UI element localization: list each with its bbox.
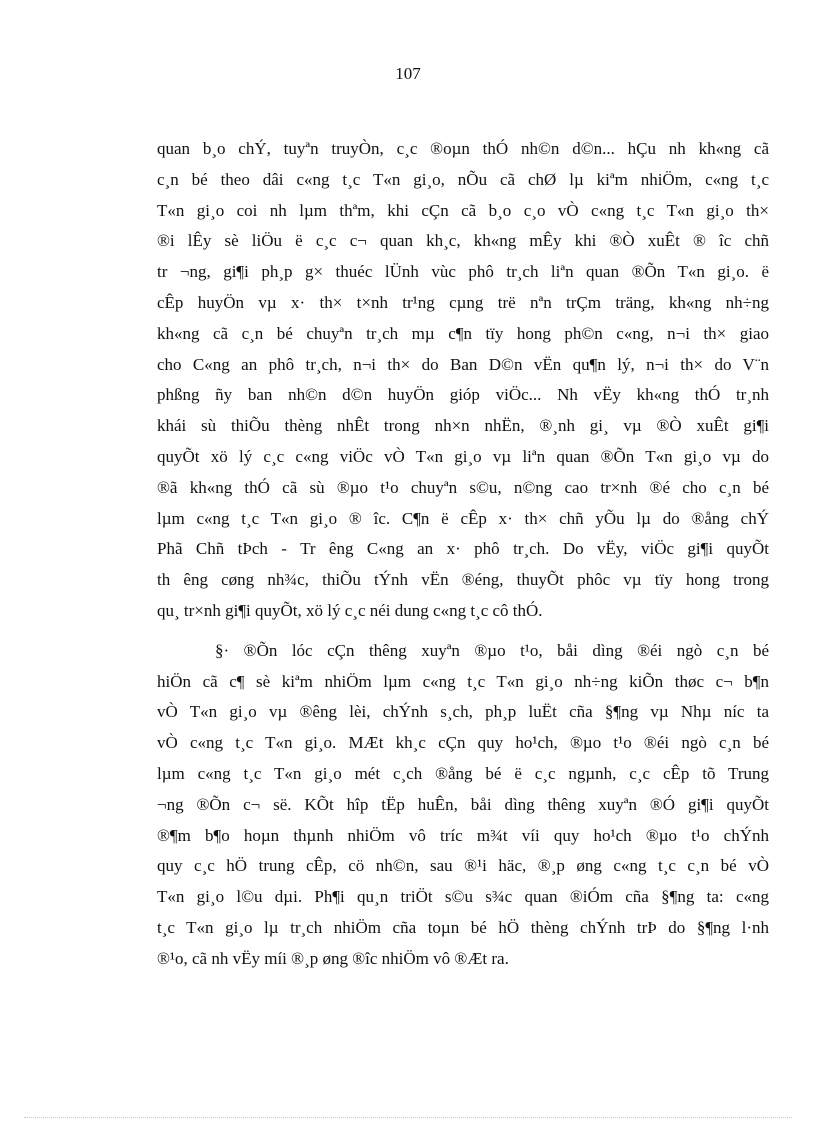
text-line: phßng ñy ban nh©n d©n huyÖn gióp viÖc... Nh vËy kh«ng thÓ tr¸nh	[157, 385, 769, 405]
text-line: lµm c«ng t¸c T«n gi¸o ® îc. C¶n ë cÊp x· th× chñ yÕu lµ do ®ång chÝ	[157, 508, 769, 528]
text-line: T«n gi¸o coi nh lµm thªm, khi cÇn cã b¸o c¸o vÒ c«ng t¸c T«n gi¸o th×	[157, 200, 769, 220]
text-line: cÊp huyÖn vµ x· th× t×nh tr¹ng cµng trë nªn trÇm träng, kh«ng nh÷ng	[157, 292, 769, 312]
text-line: hiÖn cã c¶ sè kiªm nhiÖm lµm c«ng t¸c T«n gi¸o nh÷ng kiÕn thøc c¬ b¶n	[157, 671, 769, 691]
paragraph-2	[157, 636, 769, 975]
text-line: c¸n bé theo dâi c«ng t¸c T«n gi¸o, nÕu cã chØ lµ kiªm nhiÖm, c«ng t¸c	[157, 169, 769, 189]
text-line: T«n gi¸o l©u dµi. Ph¶i qu¸n triÖt s©u s¾c quan ®iÓm cña §¶ng ta: c«ng	[157, 887, 769, 907]
footer-divider	[24, 1117, 792, 1118]
text-line: kh«ng cã c¸n bé chuyªn tr¸ch mµ c¶n tïy hong ph©n c«ng, n¬i th× giao	[157, 323, 769, 343]
text-line: tr ¬ng, gi¶i ph¸p g× thuéc lÜnh vùc phô tr¸ch liªn quan ®Õn T«n gi¸o. ë	[157, 262, 769, 282]
text-line: cho C«ng an phô tr¸ch, n¬i th× do Ban D©n vËn qu¶n lý, n¬i th× do V¨n	[157, 354, 769, 374]
text-line: Phã Chñ tÞch - Tr êng C«ng an x· phô tr¸ch. Do vËy, viÖc gi¶i quyÕt	[157, 539, 769, 559]
text-line: vÒ c«ng t¸c T«n gi¸o. MÆt kh¸c cÇn quy ho¹ch, ®µo t¹o ®éi ngò c¸n bé	[157, 733, 769, 753]
text-line: th êng cøng nh¾c, thiÕu tÝnh vËn ®éng, thuyÕt phôc vµ tïy hong trong	[157, 570, 769, 590]
text-line: §· ®Õn lóc cÇn thêng xuyªn ®µo t¹o, båi dìng ®éi ngò c¸n bé	[215, 640, 769, 660]
text-line: ®¶m b¶o hoµn thµnh nhiÖm vô tríc m¾t víi quy ho¹ch ®µo t¹o chÝnh	[157, 825, 769, 845]
text-line: ®ã kh«ng thÓ cã sù ®µo t¹o chuyªn s©u, n©ng cao tr×nh ®é cho c¸n bé	[157, 477, 769, 497]
text-line: ®i lÊy sè liÖu ë c¸c c¬ quan kh¸c, kh«ng mÊy khi ®Ò xuÊt ® îc chñ	[157, 231, 769, 251]
text-line: ®¹o, cã nh vËy míi ®¸p øng ®îc nhiÖm vô ®Æt ra.	[157, 948, 509, 968]
text-line: t¸c T«n gi¸o lµ tr¸ch nhiÖm cña toµn bé hÖ thèng chÝnh trÞ do §¶ng l·nh	[157, 917, 769, 937]
text-line: lµm c«ng t¸c T«n gi¸o mét c¸ch ®ång bé ë c¸c ngµnh, c¸c cÊp tõ Trung	[157, 763, 769, 783]
text-line: quyÕt xö lý c¸c c«ng viÖc vÒ T«n gi¸o vµ liªn quan ®Õn T«n gi¸o vµ do	[157, 446, 769, 466]
text-line: khái sù thiÕu thèng nhÊt trong nh×n nhËn, ®¸nh gi¸ vµ ®Ò xuÊt gi¶i	[157, 416, 769, 436]
text-line: qu¸ tr×nh gi¶i quyÕt, xö lý c¸c néi dung c«ng t¸c cô thÓ.	[157, 600, 543, 620]
page-number: 107	[395, 64, 421, 83]
body-text	[157, 134, 769, 975]
text-line: vÒ T«n gi¸o vµ ®êng lèi, chÝnh s¸ch, ph¸p luËt cña §¶ng vµ Nhµ níc ta	[157, 702, 769, 722]
paragraph-1	[157, 134, 769, 627]
text-line: quy c¸c hÖ trung cÊp, cö nh©n, sau ®¹i häc, ®¸p øng c«ng t¸c c¸n bé vÒ	[157, 856, 769, 876]
text-line: ¬ng ®Õn c¬ së. KÕt hîp tËp huÊn, båi dìng thêng xuyªn ®Ó gi¶i quyÕt	[157, 794, 769, 814]
text-line: quan b¸o chÝ, tuyªn truyÒn, c¸c ®oµn thÓ nh©n d©n... hÇu nh kh«ng cã	[157, 139, 769, 158]
